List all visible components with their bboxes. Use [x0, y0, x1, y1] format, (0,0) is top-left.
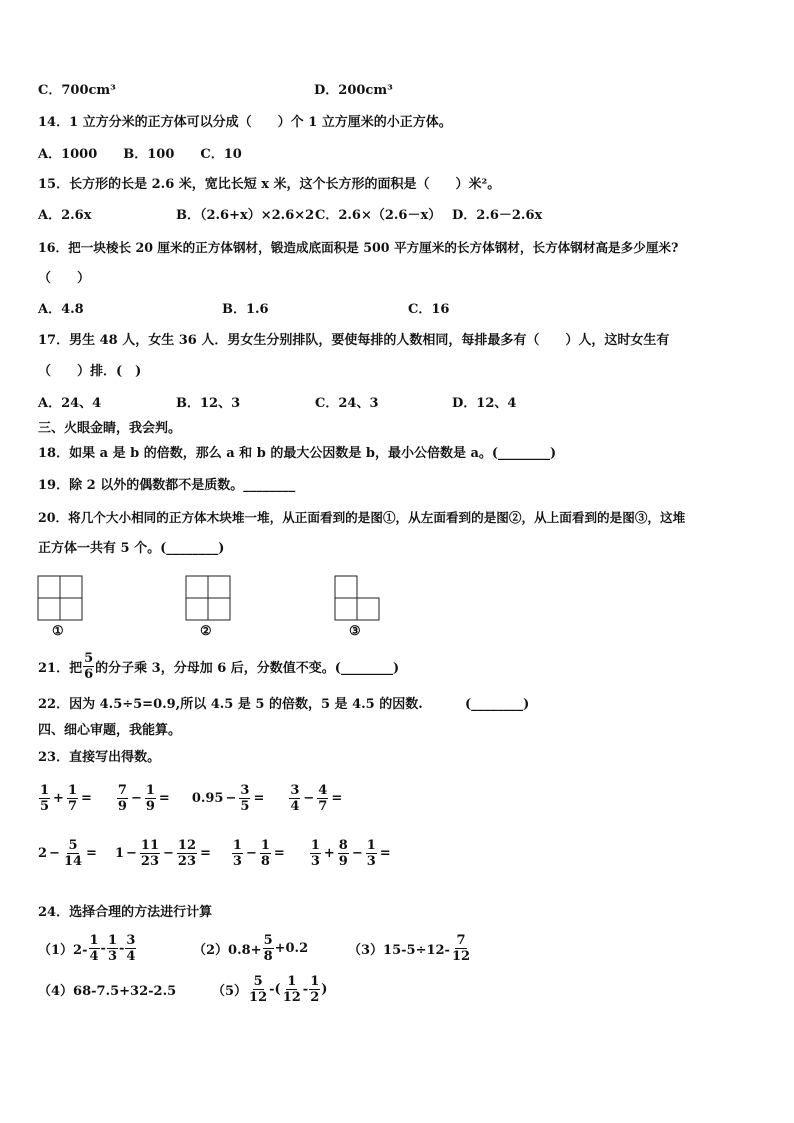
figure-label-3: ③ [349, 624, 361, 639]
q23-expr-5: 2 − $\frac{5}{14}$ = [38, 838, 97, 869]
q16-option-b: B．1.6 [222, 302, 269, 317]
front-view-figure [38, 576, 82, 620]
q14-stem: 14．1 立方分米的正方体可以分成（ ）个 1 立方厘米的小正方体。 [38, 115, 452, 130]
q17-option-d: D．12、4 [452, 396, 517, 411]
top-view-figure [335, 576, 379, 620]
q16-option-a: A．4.8 [38, 302, 84, 317]
q20-stem-line2: 正方体一共有 5 个。(________) [38, 541, 225, 556]
q14-options: A．1000 B．100 C．10 [38, 147, 242, 162]
q19-stem: 19．除 2 以外的偶数都不是质数。________ [38, 478, 296, 493]
q17-option-c: C．24、3 [315, 396, 379, 411]
q13-option-d: D．200cm³ [314, 83, 393, 98]
q24-problem-4: （4）68-7.5+32-2.5 [38, 984, 177, 999]
figure-label-2: ② [200, 624, 212, 639]
q23-expr-4: $\frac{3}{4}$ − $\frac{4}{7}$ = [290, 783, 343, 814]
q17-option-b: B．12、3 [176, 396, 241, 411]
left-view-figure [186, 576, 230, 620]
q15-option-d: D．2.6－2.6x [452, 208, 543, 223]
q24-problem-5: （5） $\frac{5}{12}$ -( $\frac{1}{12}$ - $\frac{1}{2}$ ) [212, 974, 328, 1005]
q23-expr-6: 1 − $\frac{11}{23}$ − $\frac{12}{23}$ = [114, 838, 211, 869]
q20-stem-line1: 20．将几个大小相同的正方体木块堆一堆，从正面看到的是图①，从左面看到的是图②，从上面看到的是图③，这堆 [38, 510, 686, 525]
q15-option-a: A．2.6x [38, 208, 92, 223]
q21-fraction: $\frac{5}{6}$ [84, 651, 94, 682]
q22-stem: 22．因为 4.5÷5=0.9,所以 4.5 是 5 的倍数，5 是 4.5 的因数. [38, 697, 423, 712]
q24-problem-1: （1）2- $\frac{1}{4}$ - $\frac{1}{3}$ - $\frac{3}{4}$ [38, 933, 136, 964]
q23-expr-3: 0.95 − $\frac{3}{5}$ = [191, 783, 265, 814]
section-3-heading: 三、火眼金睛，我会判。 [38, 421, 182, 436]
q24-problem-2: （2）0.8+ $\frac{5}{8}$ +0.2 [193, 933, 309, 964]
q13-option-c: C．700cm³ [38, 83, 116, 98]
q23-expr-7: $\frac{1}{3}$ − $\frac{1}{8}$ = [232, 838, 285, 869]
q21-stem: 21．把 $\frac{5}{6}$ 的分子乘 3，分母加 6 后，分数值不变。(________) [38, 651, 400, 682]
q23-expr-1: $\frac{1}{5}$ + $\frac{1}{7}$ = [40, 783, 92, 814]
q17-option-a: A．24、4 [38, 396, 102, 411]
q24-problem-3: （3）15-5÷12- $\frac{7}{12}$ [348, 933, 471, 964]
q23-row-1 [38, 783, 344, 814]
q18-stem: 18．如果 a 是 b 的倍数，那么 a 和 b 的最大公因数是 b，最小公倍数是 a。(________) [38, 446, 557, 461]
q16-stem: 16．把一块棱长 20 厘米的正方体钢材，锻造成底面积是 500 平方厘米的长方体钢材，长方体钢材高是多少厘米? [38, 240, 679, 255]
q16-paren: （ ） [38, 271, 91, 286]
q23-row-2 [38, 838, 393, 869]
q16-option-c: C．16 [408, 302, 450, 317]
figure-label-1: ① [52, 624, 64, 639]
q24-stem: 24．选择合理的方法进行计算 [38, 905, 213, 920]
q15-option-c: C．2.6×（2.6－x） [315, 208, 442, 223]
q17-stem-2: （ ）排．( ) [38, 364, 142, 379]
q22-blank: (________) [465, 697, 530, 712]
q15-stem: 15．长方形的长是 2.6 米，宽比长短 x 米，这个长方形的面积是（ ）米²。 [38, 177, 501, 192]
q23-stem: 23．直接写出得数。 [38, 750, 161, 765]
section-4-heading: 四、细心审题，我能算。 [38, 723, 182, 738]
q23-expr-2: $\frac{7}{9}$ − $\frac{1}{9}$ = [117, 783, 170, 814]
q23-expr-8: $\frac{1}{3}$ + $\frac{8}{9}$ − $\frac{1}{3}$ = [310, 838, 391, 869]
q17-stem: 17．男生 48 人，女生 36 人．男女生分别排队，要使每排的人数相同，每排最多有（ ）人，这时女生有 [38, 333, 670, 348]
q15-option-b: B．（2.6+x）×2.6×2 [176, 208, 315, 223]
